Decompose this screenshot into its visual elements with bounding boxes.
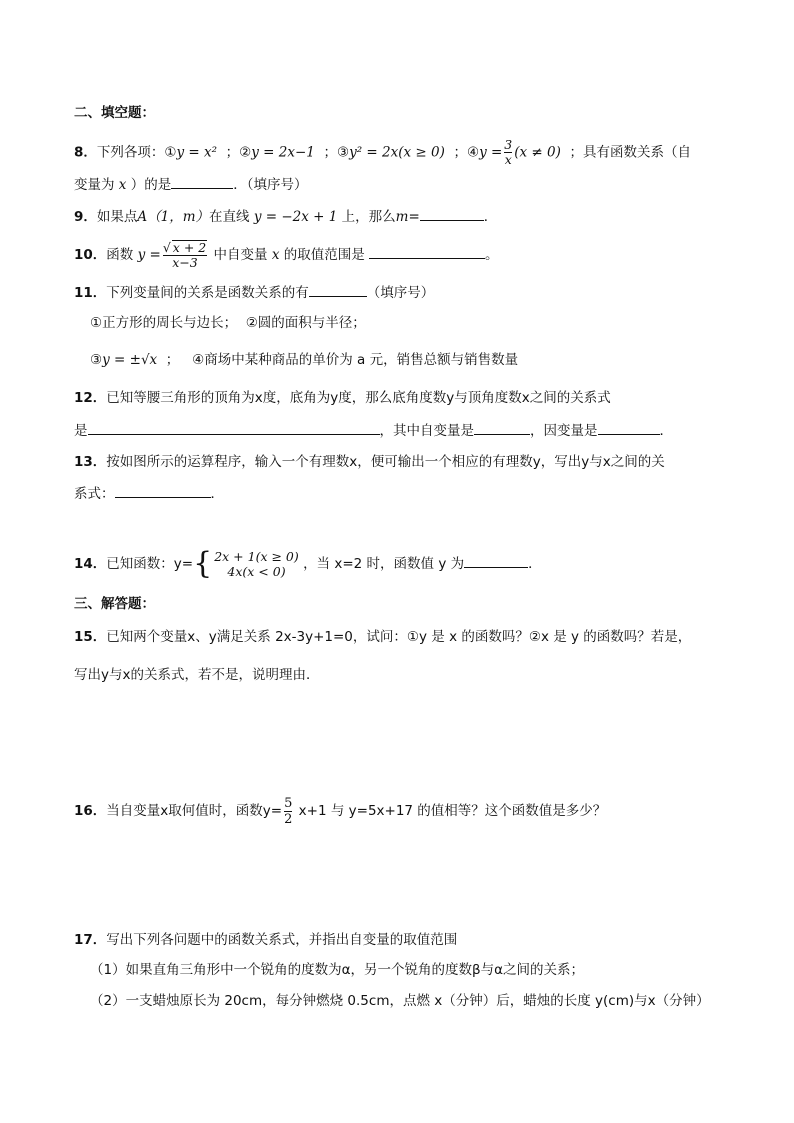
fraction-denominator: x−3 xyxy=(163,255,207,270)
question-text: 下列各项： xyxy=(96,144,165,161)
separator: ； xyxy=(225,144,240,161)
radicand: x + 2 xyxy=(172,240,207,255)
question-number: 12． xyxy=(74,390,107,406)
question-11-options-row-2 xyxy=(90,350,518,370)
question-17-part-2 xyxy=(90,991,710,1011)
equation: y = ±√x xyxy=(102,352,158,368)
question-text: 的取值范围是 xyxy=(283,247,365,263)
sub-question-text: （2）一支蜡烛原长为 20cm，每分钟燃烧 0.5cm，点燃 x（分钟）后，蜡烛的长度 y(cm)与x（分钟） xyxy=(90,993,710,1009)
question-17-part-1 xyxy=(90,960,584,980)
question-number: 11． xyxy=(74,285,107,301)
question-text: 按如图所示的运算程序，输入一个有理数x，便可输出一个相应的有理数y，写出y与x之间的关 xyxy=(106,454,665,470)
question-text: 写出y与x的关系式，若不是，说明理由． xyxy=(74,667,320,683)
question-number: 15． xyxy=(74,629,107,645)
question-text: 已知等腰三角形的顶角为x度，底角为y度，那么底角度数y与顶角度数x之间的关系式 xyxy=(106,390,611,406)
question-text: 函数 xyxy=(106,247,134,263)
option-marker: ③ xyxy=(336,144,350,161)
question-text: ；具有函数关系（自 xyxy=(569,144,691,161)
answer-blank[interactable] xyxy=(115,483,211,498)
question-text: ，因变量是 xyxy=(530,423,598,439)
question-12-line-2 xyxy=(74,420,673,441)
answer-blank[interactable] xyxy=(369,244,485,259)
separator: ； xyxy=(323,144,337,161)
question-13-line-1 xyxy=(74,452,665,472)
question-9: 9．如果点A（1，m）在直线 y = −2x + 1 上，那么m= ． xyxy=(74,206,497,227)
equation: y = 2x−1 xyxy=(251,144,315,161)
question-text: 已知两个变量x、y满足关系 2x-3y+1=0，试问：①y 是 x 的函数吗？②x 是 y 的函数吗？若是， xyxy=(106,629,692,645)
option-marker: ② xyxy=(239,144,252,161)
question-11 xyxy=(74,282,434,303)
question-text: ）的是 xyxy=(130,177,172,193)
question-text: 是 xyxy=(74,423,88,439)
piecewise-cases xyxy=(214,549,299,579)
punctuation: 。 xyxy=(485,247,499,263)
equation: y = −2x + 1 xyxy=(253,209,338,225)
case-row: 2x + 1(x ≥ 0) xyxy=(214,549,299,564)
answer-blank[interactable] xyxy=(171,174,233,189)
fraction-numerator: √ x + 2 xyxy=(162,240,207,255)
question-15-line-1 xyxy=(74,627,691,647)
option-marker: ④ xyxy=(466,144,480,161)
question-text: 已知函数：y= xyxy=(106,556,194,572)
option-marker: ① xyxy=(164,144,177,161)
question-14 xyxy=(74,547,542,581)
question-text: 下列变量间的关系是函数关系的有 xyxy=(106,285,309,301)
fraction-numerator: 5 xyxy=(284,795,293,811)
equation: y² = 2x(x ≥ 0) xyxy=(349,144,445,161)
question-text: 系式： xyxy=(74,486,115,502)
option-text: ④商场中某种商品的单价为 a 元，销售总额与销售数量 xyxy=(192,352,519,368)
equation: y = xyxy=(479,144,503,161)
question-8-line-1 xyxy=(74,138,691,167)
variable: x xyxy=(271,247,280,263)
fraction xyxy=(504,138,512,167)
question-17-line-1 xyxy=(74,930,457,950)
fraction xyxy=(284,796,292,827)
question-number: 9． xyxy=(74,209,97,225)
question-number: 14． xyxy=(74,556,107,572)
punctuation: ． xyxy=(659,423,673,439)
point-label: A（1，m） xyxy=(137,209,210,225)
variable: m= xyxy=(395,209,420,225)
question-text: ，其中自变量是 xyxy=(379,423,474,439)
question-13-line-2 xyxy=(74,483,224,504)
answer-blank[interactable] xyxy=(474,420,530,435)
question-text: 上，那么 xyxy=(341,209,396,225)
question-text: （填序号） xyxy=(366,285,435,301)
option-marker: ③ xyxy=(90,352,103,368)
question-text: 中自变量 xyxy=(213,247,268,263)
question-text: 如果点 xyxy=(96,209,138,225)
separator: ； xyxy=(165,352,180,368)
question-text: 当自变量x取何值时，函数y= xyxy=(106,803,283,819)
question-text: 写出下列各问题中的函数关系式，并指出自变量的取值范围 xyxy=(106,932,458,948)
fraction-numerator: 3 xyxy=(504,137,513,152)
section-heading-answer: 三、解答题： xyxy=(74,596,155,612)
sub-question-text: （1）如果直角三角形中一个锐角的度数为α，另一个锐角的度数β与α之间的关系； xyxy=(90,962,585,978)
answer-blank[interactable] xyxy=(464,553,528,568)
equation: (x ≠ 0) xyxy=(514,144,561,161)
question-number: 17． xyxy=(74,932,107,948)
question-text: ，当 x=2 时，函数值 y 为 xyxy=(303,556,465,572)
section-heading-fill-in: 二、填空题： xyxy=(74,105,155,121)
question-12-line-1 xyxy=(74,388,611,408)
equation: y = xyxy=(137,247,161,263)
question-text: ．（填序号） xyxy=(233,177,308,193)
question-11-options-row-1 xyxy=(90,313,366,333)
fraction-denominator: 2 xyxy=(284,811,293,827)
equation: y = x² xyxy=(176,144,218,161)
punctuation: ． xyxy=(528,556,542,572)
option-text: ①正方形的周长与边长； xyxy=(90,315,238,331)
question-number: 8． xyxy=(74,144,97,161)
answer-blank[interactable] xyxy=(420,206,484,221)
answer-blank[interactable] xyxy=(88,420,380,435)
question-text: 变量为 xyxy=(74,177,115,193)
question-number: 13． xyxy=(74,454,107,470)
question-number: 10． xyxy=(74,247,107,263)
case-row: 4x(x < 0) xyxy=(227,564,286,579)
option-text: ②圆的面积与半径； xyxy=(245,315,366,331)
punctuation: ． xyxy=(483,209,498,225)
punctuation: ． xyxy=(210,486,224,502)
question-16 xyxy=(74,794,606,828)
question-8-line-2 xyxy=(74,174,307,195)
answer-blank[interactable] xyxy=(309,282,367,297)
question-15-line-2 xyxy=(74,665,319,685)
separator: ； xyxy=(453,144,467,161)
question-10 xyxy=(74,240,499,270)
question-number: 16． xyxy=(74,803,107,819)
question-text: x+1 与 y=5x+17 的值相等？这个函数值是多少？ xyxy=(298,803,607,819)
fraction-denominator: x xyxy=(504,152,512,167)
left-brace: { xyxy=(193,546,213,581)
fraction xyxy=(163,240,207,270)
variable: x xyxy=(118,177,127,193)
answer-blank[interactable] xyxy=(598,420,660,435)
